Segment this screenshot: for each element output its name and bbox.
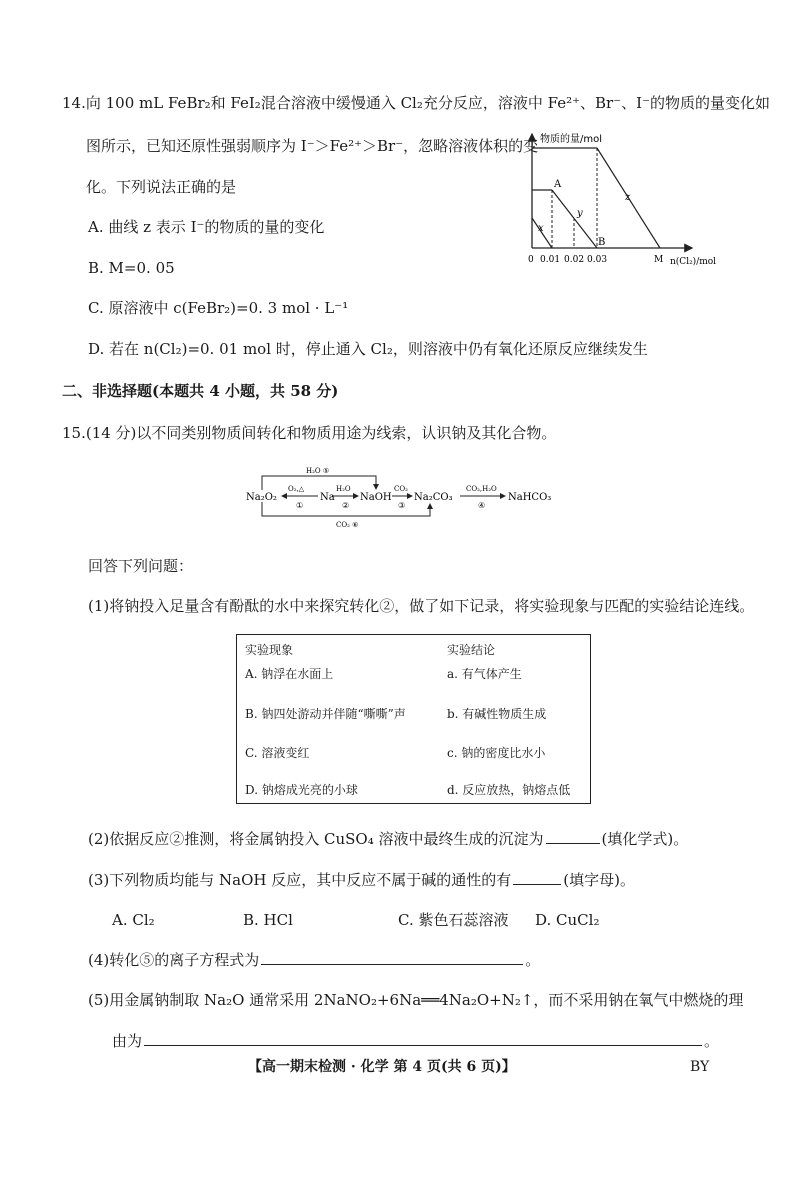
tick-m: M xyxy=(654,255,664,265)
arrow-2-number: ② xyxy=(342,501,350,510)
arrow-5-label: H₂O ⑤ xyxy=(306,467,330,475)
footer-code: BY xyxy=(690,1059,710,1075)
q14-option-a: A. 曲线 z 表示 I⁻的物质的量的变化 xyxy=(88,218,325,236)
conclusion-d: d. 反应放热，钠熔点低 xyxy=(447,783,571,797)
part4-answer-blank[interactable] xyxy=(261,949,523,965)
phenomenon-d: D. 钠熔成光亮的小球 xyxy=(245,783,358,797)
tick-0: 0 xyxy=(528,255,534,265)
arrow-4-conditions: CO₂,H₂O xyxy=(466,485,497,493)
point-b-label: B xyxy=(598,237,606,248)
part2-answer-blank[interactable] xyxy=(546,828,600,844)
table-header-phenomena: 实验现象 xyxy=(245,643,294,657)
tick-003: 0.03 xyxy=(587,255,608,265)
part5-text: 由为 xyxy=(112,1032,143,1050)
arrow-3-number: ③ xyxy=(398,501,406,510)
phenomenon-b: B. 钠四处游动并伴随“嘶嘶”声 xyxy=(245,707,406,721)
q14-option-c: C. 原溶液中 c(FeBr₂)=0. 3 mol · L⁻¹ xyxy=(88,299,349,317)
phenomenon-c: C. 溶液变红 xyxy=(245,746,310,760)
q15-part5-line2 xyxy=(112,1030,719,1051)
nahco3-label: NaHCO₃ xyxy=(508,492,552,503)
q14-option-d: D. 若在 n(Cl₂)=0. 01 mol 时，停止通入 Cl₂，则溶液中仍有氧化还原反应继续发生 xyxy=(88,340,648,358)
conclusion-c: c. 钠的密度比水小 xyxy=(447,746,546,760)
part3-suffix: (填字母)。 xyxy=(563,871,635,889)
experiment-table xyxy=(236,634,591,804)
q15-part4 xyxy=(88,949,540,970)
amount-vs-chlorine-graph xyxy=(520,128,735,276)
part3-option-d: D. CuCl₂ xyxy=(535,911,600,929)
q14-line3: 化。下列说法正确的是 xyxy=(86,178,237,196)
phenomenon-a: A. 钠浮在水面上 xyxy=(245,667,334,681)
q14-line2: 图所示，已知还原性强弱顺序为 I⁻＞Fe²⁺＞Br⁻，忽略溶液体积的变 xyxy=(86,137,539,155)
part2-text: (2)依据反应②推测，将金属钠投入 CuSO₄ 溶液中最终生成的沉淀为 xyxy=(88,830,544,848)
q14-line1: 14.向 100 mL FeBr₂和 FeI₂混合溶液中缓慢通入 Cl₂充分反应，溶液中 Fe²⁺、Br⁻、I⁻的物质的量变化如 xyxy=(62,94,770,112)
arrow-1-conditions: O₂,△ xyxy=(288,485,305,493)
arrow-5 xyxy=(262,476,376,490)
part3-text: (3)下列物质均能与 NaOH 反应，其中反应不属于碱的通性的有 xyxy=(88,871,512,889)
part4-text: (4)转化⑤的离子方程式为 xyxy=(88,951,260,969)
na2co3-label: Na₂CO₃ xyxy=(414,492,453,503)
part3-option-a: A. Cl₂ xyxy=(112,911,155,929)
q15-part2 xyxy=(88,828,688,849)
arrow-6-label: CO₂ ⑥ xyxy=(336,521,359,529)
footer-page-info: 【高一期末检测 · 化学 第 4 页(共 6 页)】 xyxy=(248,1059,516,1075)
tick-001: 0.01 xyxy=(540,255,561,265)
part4-suffix: 。 xyxy=(525,951,541,969)
naoh-label: NaOH xyxy=(360,492,392,503)
q15-stem: 15.(14 分)以不同类别物质间转化和物质用途为线索，认识钠及其化合物。 xyxy=(62,424,557,442)
section-two-heading: 二、非选择题(本题共 4 小题，共 58 分) xyxy=(62,382,339,400)
part5-suffix: 。 xyxy=(704,1032,720,1050)
point-a-label: A xyxy=(554,179,562,190)
graph-ylabel: 物质的量/mol xyxy=(540,134,603,145)
curve-z-label: z xyxy=(625,192,631,203)
curve-x-label: x xyxy=(538,223,544,234)
part5-answer-blank[interactable] xyxy=(144,1030,702,1046)
arrow-1-number: ① xyxy=(296,501,304,510)
answer-prompt: 回答下列问题： xyxy=(88,557,194,575)
part3-option-b: B. HCl xyxy=(243,911,293,929)
part3-option-c: C. 紫色石蕊溶液 xyxy=(398,911,509,929)
conclusion-a: a. 有气体产生 xyxy=(447,667,522,681)
tick-002: 0.02 xyxy=(564,255,585,265)
na2o2-label: Na₂O₂ xyxy=(246,492,277,503)
part2-suffix: (填化学式)。 xyxy=(601,830,689,848)
part3-answer-blank[interactable] xyxy=(513,869,561,885)
sodium-conversion-scheme xyxy=(240,463,570,533)
na-label: Na xyxy=(320,492,335,503)
q14-option-b: B. M=0. 05 xyxy=(88,259,175,277)
q15-part1: (1)将钠投入足量含有酚酞的水中来探究转化②，做了如下记录，将实验现象与匹配的实验结论连线。 xyxy=(88,597,755,615)
table-header-conclusion: 实验结论 xyxy=(447,643,496,657)
conclusion-b: b. 有碱性物质生成 xyxy=(447,707,547,721)
graph-xlabel: n(Cl₂)/mol xyxy=(670,257,717,267)
arrow-2-conditions: H₂O xyxy=(336,485,351,493)
arrow-4-number: ④ xyxy=(478,501,486,510)
q15-part5-line1: (5)用金属钠制取 Na₂O 通常采用 2NaNO₂+6Na══4Na₂O+N₂↑，而不采用钠在氧气中燃烧的理 xyxy=(88,991,744,1009)
curve-y-label: y xyxy=(577,208,583,219)
q15-part3 xyxy=(88,869,635,890)
arrow-3-conditions: CO₂ xyxy=(394,485,408,493)
